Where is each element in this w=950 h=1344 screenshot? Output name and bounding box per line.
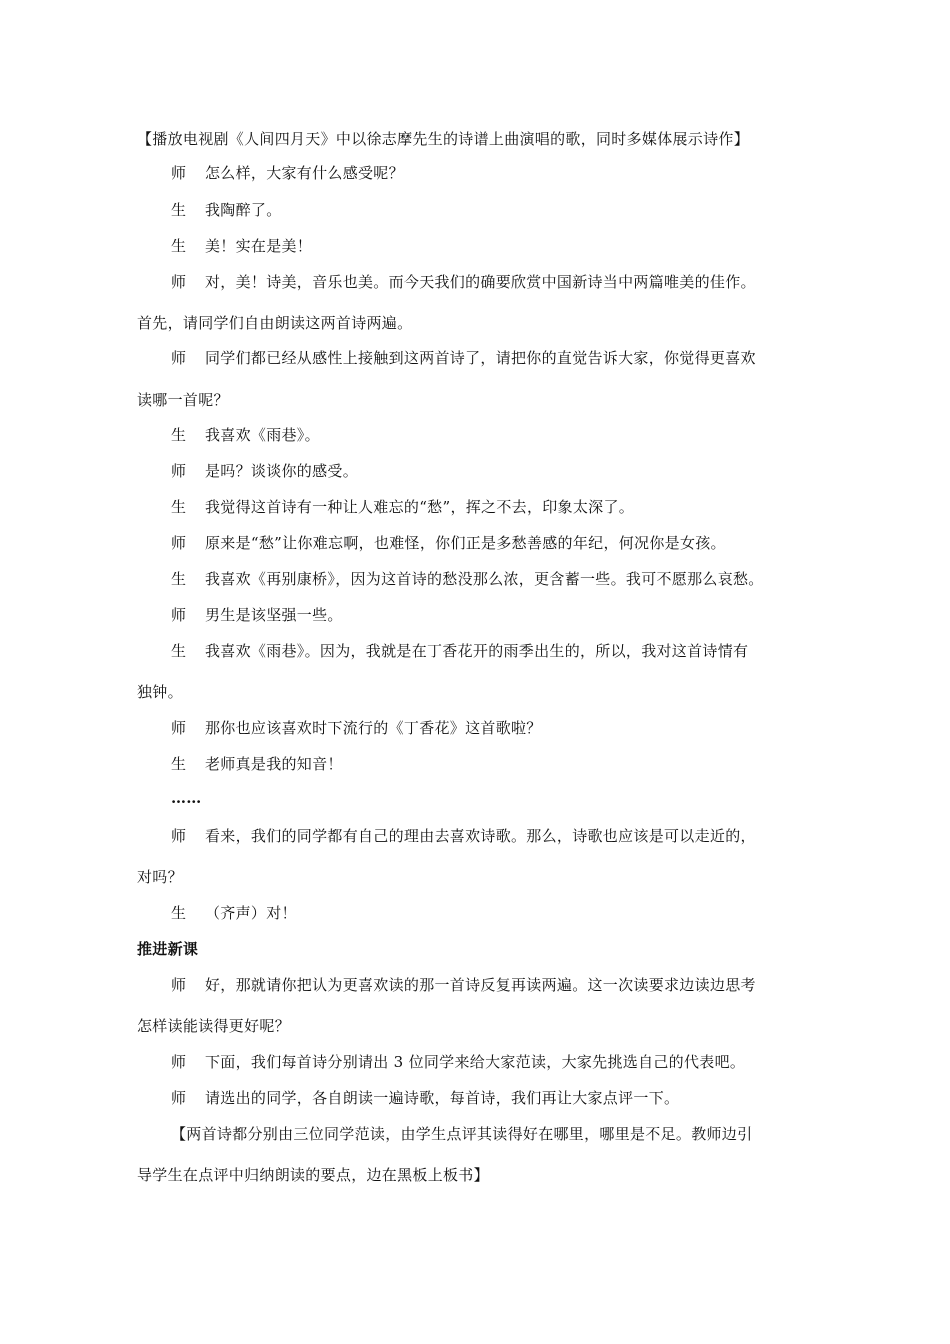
line-text: 怎样读能读得更好呢？: [137, 1017, 291, 1035]
line-text: 【播放电视剧《人间四月天》中以徐志摩先生的诗谱上曲演唱的歌，同时多媒体展示诗作】: [137, 130, 750, 148]
line-text: 男生是该坚强一些。: [205, 606, 343, 624]
speaker-label: 生: [171, 570, 187, 588]
speaker-label: 师: [171, 349, 187, 367]
speaker-label: 师: [171, 1089, 187, 1107]
line-text: 读哪一首呢？: [137, 391, 229, 409]
line-text: 美！实在是美！: [205, 237, 313, 255]
speaker-label: 师: [171, 606, 187, 624]
speaker-label: 生: [171, 201, 187, 219]
ellipsis-line: [171, 788, 861, 808]
dialogue-line: [171, 903, 861, 923]
speaker-label: 师: [171, 534, 187, 552]
line-text: 我觉得这首诗有一种让人难忘的“愁”，挥之不去，印象太深了。: [205, 498, 635, 516]
dialogue-continuation: [137, 390, 827, 410]
line-text: 我喜欢《再别康桥》，因为这首诗的愁没那么浓，更含蓄一些。我可不愿那么哀愁。: [205, 570, 764, 588]
line-text: 对，美！诗美，音乐也美。而今天我们的确要欣赏中国新诗当中两篇唯美的佳作。: [205, 273, 756, 291]
dialogue-line: [171, 497, 861, 517]
dialogue-line: [171, 533, 861, 553]
speaker-label: 师: [171, 462, 187, 480]
dialogue-continuation: [137, 1016, 827, 1036]
section-heading: [137, 939, 827, 959]
speaker-label: 生: [171, 426, 187, 444]
line-text: 对吗？: [137, 868, 183, 886]
line-text: 请选出的同学，各自朗读一遍诗歌，每首诗，我们再让大家点评一下。: [205, 1089, 680, 1107]
line-text: 老师真是我的知音！: [205, 755, 343, 773]
stage-direction: [137, 129, 827, 149]
dialogue-line: [171, 461, 861, 481]
line-text: 我陶醉了。: [205, 201, 282, 219]
dialogue-line: [171, 1052, 861, 1072]
speaker-label: 师: [171, 1053, 187, 1071]
speaker-label: 生: [171, 642, 187, 660]
dialogue-line: [171, 200, 861, 220]
dialogue-line: [171, 569, 861, 589]
dialogue-line: [171, 1088, 861, 1108]
dialogue-line: [171, 163, 861, 183]
dialogue-line: [171, 718, 861, 738]
line-text: 独钟。: [137, 683, 183, 701]
speaker-label: 师: [171, 719, 187, 737]
line-text: 我喜欢《雨巷》。: [205, 426, 320, 444]
dialogue-line: [171, 605, 861, 625]
dialogue-line: [171, 236, 861, 256]
dialogue-line: [171, 826, 861, 846]
speaker-label: 生: [171, 904, 187, 922]
line-text: ……: [171, 789, 202, 807]
line-text: 好，那就请你把认为更喜欢读的那一首诗反复再读两遍。这一次读要求边读边思考: [205, 976, 756, 994]
line-text: 看来，我们的同学都有自己的理由去喜欢诗歌。那么，诗歌也应该是可以走近的，: [205, 827, 756, 845]
speaker-label: 师: [171, 976, 187, 994]
speaker-label: 生: [171, 755, 187, 773]
dialogue-line: [171, 641, 861, 661]
line-text: 怎么样，大家有什么感受呢？: [205, 164, 404, 182]
line-text: 同学们都已经从感性上接触到这两首诗了，请把你的直觉告诉大家，你觉得更喜欢: [205, 349, 756, 367]
dialogue-line: [171, 975, 861, 995]
speaker-label: 生: [171, 237, 187, 255]
speaker-label: 师: [171, 273, 187, 291]
dialogue-line: [171, 348, 861, 368]
line-text: 首先，请同学们自由朗读这两首诗两遍。: [137, 314, 413, 332]
line-text: 导学生在点评中归纳朗读的要点，边在黑板上板书】: [137, 1166, 489, 1184]
line-text: 那你也应该喜欢时下流行的《丁香花》这首歌啦？: [205, 719, 542, 737]
line-text: 原来是“愁”让你难忘啊，也难怪，你们正是多愁善感的年纪，何况你是女孩。: [205, 534, 726, 552]
dialogue-continuation: [137, 867, 827, 887]
dialogue-continuation: [137, 682, 827, 702]
line-text: 下面，我们每首诗分别请出 3 位同学来给大家范读，大家先挑选自己的代表吧。: [205, 1053, 746, 1071]
line-text: 是吗？谈谈你的感受。: [205, 462, 359, 480]
speaker-label: 师: [171, 164, 187, 182]
dialogue-line: [171, 754, 861, 774]
speaker-label: 生: [171, 498, 187, 516]
line-text: 我喜欢《雨巷》。因为，我就是在丁香花开的雨季出生的，所以，我对这首诗情有: [205, 642, 749, 660]
dialogue-continuation: [137, 313, 827, 333]
stage-direction: [171, 1124, 861, 1144]
speaker-label: 师: [171, 827, 187, 845]
line-text: 【两首诗都分别由三位同学范读，由学生点评其读得好在哪里，哪里是不足。教师边引: [171, 1125, 753, 1143]
heading-text: 推进新课: [137, 940, 199, 958]
stage-direction-continuation: [137, 1165, 827, 1185]
dialogue-line: [171, 272, 861, 292]
line-text: （齐声）对！: [205, 904, 297, 922]
dialogue-line: [171, 425, 861, 445]
